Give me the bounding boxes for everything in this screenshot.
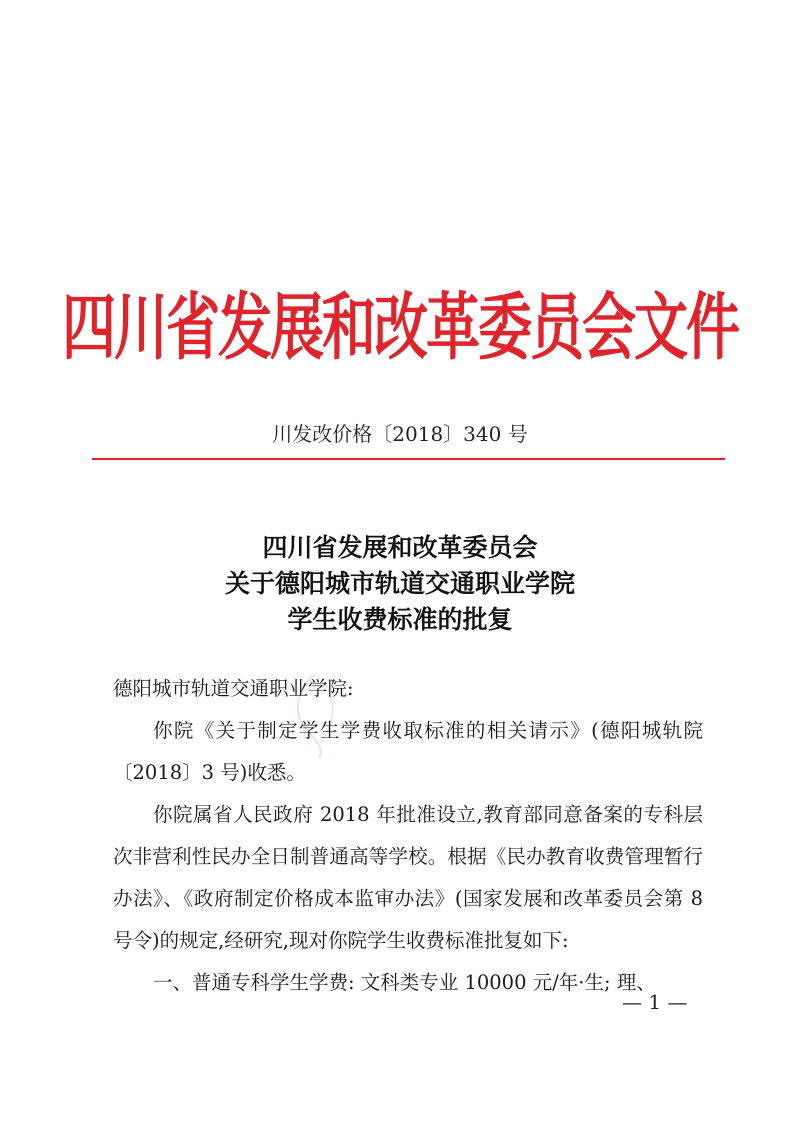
salutation: 德阳城市轨道交通职业学院: xyxy=(113,677,354,700)
red-separator-rule xyxy=(92,458,725,460)
title-line-2: 关于德阳城市轨道交通职业学院 xyxy=(224,569,575,598)
issuing-organization-header: 四川省发展和改革委员会文件 xyxy=(62,284,738,370)
body-paragraph-2: 你院属省人民政府 2018 年批准设立,教育部同意备案的专科层次非营利性民办全日制普通高等学校。根据《民办教育收费管理暂行办法》、《政府制定价格成本监审办法》(国家发展和改革委员会第 8 号令)的规定,经研究,现对你院学生收费标准批复如下: xyxy=(113,803,703,952)
title-line-1: 四川省发展和改革委员会 xyxy=(262,533,538,562)
document-number: 川发改价格〔2018〕340 号 xyxy=(272,422,528,446)
document-body xyxy=(113,668,703,1004)
body-paragraph-1: 你院《关于制定学生学费收取标准的相关请示》(德阳城轨院〔2018〕3 号)收悉。 xyxy=(113,719,703,784)
document-title xyxy=(0,530,800,638)
page-number: — 1 — xyxy=(622,990,688,1014)
body-paragraph-3: 一、普通专科学生学费: 文科类专业 10000 元/年·生; 理、 xyxy=(153,971,656,994)
title-line-3: 学生收费标准的批复 xyxy=(287,605,513,634)
